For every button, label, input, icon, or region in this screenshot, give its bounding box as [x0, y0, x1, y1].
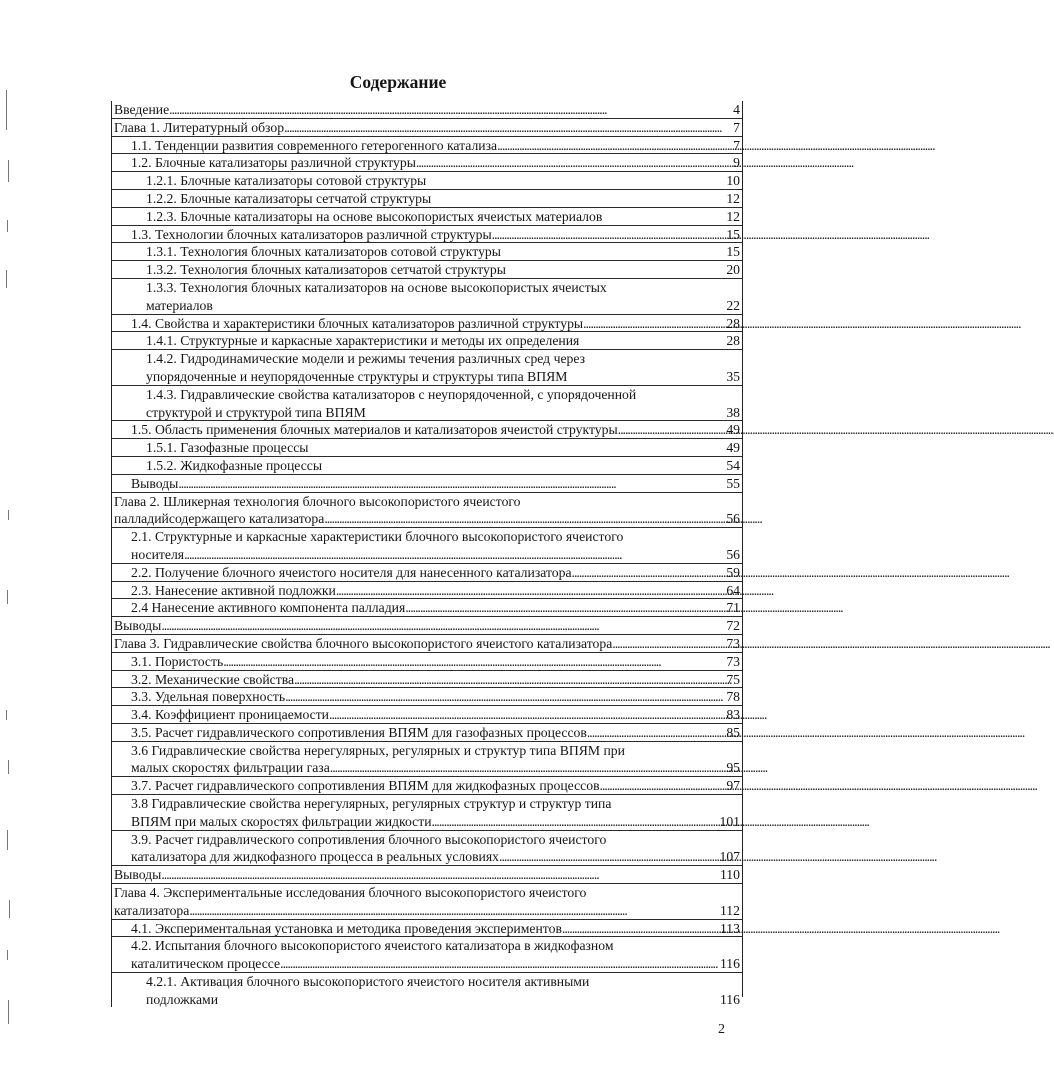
table-of-contents: [111, 101, 743, 1007]
toc-entry-page: 28: [726, 315, 740, 331]
toc-entry: [111, 742, 743, 778]
toc-entry-title: Глава 1. Литературный обзор: [114, 119, 285, 135]
toc-entry-page: 110: [719, 867, 740, 883]
toc-entry-title: 4.1. Экспериментальная установка и методика проведения экспериментов: [131, 920, 562, 936]
toc-leader-dots: [405, 599, 726, 617]
toc-entry: [111, 599, 743, 617]
toc-entry-page: 55: [726, 475, 740, 491]
toc-entry-page: 12: [726, 208, 740, 224]
toc-entry-title: Введение: [114, 102, 170, 117]
toc-entry: [111, 528, 743, 564]
toc-entry-title: 3.9. Расчет гидравлического сопротивления блочного высокопористого ячеистого: [131, 831, 607, 847]
toc-entry-page: 85: [726, 724, 740, 740]
toc-leader-dots: [189, 902, 720, 920]
toc-entry: [111, 208, 743, 226]
toc-entry-title: 1.4.3. Гидравлические свойства катализаторов с неупорядоченной, с упорядоченной: [146, 386, 637, 402]
toc-entry-page: 113: [719, 920, 740, 936]
toc-entry-page: 49: [726, 422, 740, 438]
toc-entry-title: Глава 2. Шликерная технология блочного высокопористого ячеистого: [114, 493, 521, 509]
toc-entry-page: 56: [726, 511, 740, 527]
toc-entry-page: 107: [719, 849, 740, 865]
toc-leader-dots: [432, 813, 720, 831]
toc-entry-page: 15: [726, 244, 740, 260]
toc-entry-title-continued: структурой и структурой типа ВПЯМ: [146, 404, 366, 420]
page-title: Содержание: [349, 72, 447, 92]
toc-entry-title: 1.2.3. Блочные катализаторы на основе высокопористых ячеистых материалов: [146, 208, 603, 224]
toc-entry: [111, 795, 743, 831]
toc-entry-page: 49: [726, 440, 740, 456]
toc-entry-title: 1.3.2. Технология блочных катализаторов сетчатой структуры: [146, 262, 506, 278]
toc-entry-page: 28: [726, 333, 740, 349]
toc-entry: [111, 439, 743, 457]
toc-entry-title: 1.4.1. Структурные и каркасные характеристики и методы их определения: [146, 333, 580, 349]
toc-entry-title: 1.3.1. Технология блочных катализаторов сотовой структуры: [146, 244, 501, 260]
toc-entry: [111, 315, 743, 333]
toc-entry: [111, 582, 743, 600]
toc-entry: [111, 154, 743, 172]
toc-entry: [111, 937, 743, 973]
toc-leader-dots: [284, 119, 733, 137]
toc-entry-title: 4.2.1. Активация блочного высокопористого ячеистого носителя активными: [146, 974, 590, 990]
toc-entry-title: 1.3. Технологии блочных катализаторов различной структуры: [131, 226, 492, 242]
toc-entry: [111, 653, 743, 671]
toc-entry: [111, 831, 743, 867]
toc-entry-title: 3.1. Пористость: [131, 653, 224, 669]
toc-entry: [111, 920, 743, 938]
toc-entry-title: 1.3.3. Технология блочных катализаторов на основе высокопористых ячеистых: [146, 279, 607, 295]
toc-leader-dots: [600, 777, 727, 795]
toc-leader-dots: [294, 671, 726, 689]
toc-entry-page: 38: [726, 404, 740, 420]
toc-leader-dots: [499, 848, 719, 866]
toc-leader-dots: [178, 475, 726, 493]
toc-entry: [111, 243, 743, 261]
toc-entry: [111, 493, 743, 529]
toc-entry-page: 71: [726, 600, 740, 616]
toc-entry-title-continued: каталитическом процессе: [131, 956, 281, 972]
toc-entry: [111, 706, 743, 724]
toc-entry: [111, 475, 743, 493]
toc-entry-page: 10: [726, 173, 740, 189]
toc-leader-dots: [572, 564, 727, 582]
toc-entry: [111, 279, 743, 315]
toc-entry-page: 56: [726, 546, 740, 562]
toc-leader-dots: [285, 688, 726, 706]
toc-leader-dots: [416, 154, 733, 172]
toc-entry-page: 83: [726, 707, 740, 723]
toc-entry-title: 4.2. Испытания блочного высокопористого ячеистого катализатора в жидкофазном: [131, 938, 614, 954]
toc-entry-title: 3.2. Механические свойства: [131, 671, 295, 687]
toc-entry-page: 54: [726, 457, 740, 473]
toc-entry-title-continued: палладийсодержащего катализатора: [114, 511, 325, 527]
toc-entry-title: 1.2.2. Блочные катализаторы сетчатой структуры: [146, 190, 432, 206]
toc-entry-title-continued: ВПЯМ при малых скоростях фильтрации жидкости: [131, 813, 432, 829]
scan-edge-marks: [4, 70, 20, 1040]
toc-leader-dots: [336, 582, 726, 600]
toc-entry-title: 2.4 Нанесение активного компонента палладия: [131, 600, 406, 616]
toc-entry: [111, 226, 743, 244]
toc-entry-page: 73: [726, 635, 740, 651]
toc-entry: [111, 973, 743, 1009]
toc-entry-page: 72: [726, 618, 740, 634]
toc-entry-title: Выводы: [114, 867, 162, 883]
toc-entry-title: 1.4. Свойства и характеристики блочных катализаторов различной структуры: [131, 315, 584, 331]
toc-entry-page: 22: [726, 297, 740, 313]
toc-entry: [111, 866, 743, 884]
toc-entry: [111, 564, 743, 582]
toc-entry-title: 1.1. Тенденции развития современного гетерогенного катализа: [131, 137, 498, 153]
toc-entry-page: 78: [726, 689, 740, 705]
toc-leader-dots: [330, 759, 727, 777]
page-number: 2: [718, 1022, 725, 1037]
toc-entry-title: 3.5. Расчет гидравлического сопротивления ВПЯМ для газофазных процессов: [131, 724, 587, 740]
toc-entry: [111, 332, 743, 350]
toc-entry-page: 112: [719, 902, 740, 918]
toc-entry-page: 35: [726, 368, 740, 384]
toc-entry: [111, 137, 743, 155]
toc-entry-title: 1.5.1. Газофазные процессы: [146, 440, 309, 456]
toc-entry-title: 3.7. Расчет гидравлического сопротивления ВПЯМ для жидкофазных процессов: [131, 778, 600, 794]
toc-entry: [111, 884, 743, 920]
toc-entry-page: 7: [733, 137, 740, 153]
toc-entry-page: 75: [726, 671, 740, 687]
toc-entry: [111, 350, 743, 386]
toc-leader-dots: [497, 137, 733, 155]
toc-entry-page: 95: [726, 760, 740, 776]
toc-entry-page: 64: [726, 582, 740, 598]
toc-entry-title: 3.6 Гидравлические свойства нерегулярных, регулярных и структур типа ВПЯМ при: [131, 742, 625, 758]
toc-leader-dots: [583, 315, 726, 333]
toc-entry-title: 2.2. Получение блочного ячеистого носителя для нанесенного катализатора: [131, 564, 572, 580]
toc-entry-page: 4: [733, 102, 740, 117]
toc-entry: [111, 386, 743, 422]
toc-entry-page: 12: [726, 190, 740, 206]
toc-entry-title: Глава 3. Гидравлические свойства блочного высокопористого ячеистого катализатора: [114, 635, 613, 651]
toc-entry-title: 1.4.2. Гидродинамические модели и режимы течения различных сред через: [146, 351, 586, 367]
toc-entry-page: 116: [719, 991, 740, 1007]
toc-leader-dots: [169, 101, 733, 119]
toc-entry: [111, 457, 743, 475]
toc-leader-dots: [612, 635, 726, 653]
toc-entry: [111, 421, 743, 439]
toc-entry-title: 2.3. Нанесение активной подложки: [131, 582, 336, 598]
toc-entry-title-continued: материалов: [146, 297, 213, 313]
toc-entry-page: 116: [719, 956, 740, 972]
toc-leader-dots: [223, 653, 726, 671]
toc-leader-dots: [184, 546, 726, 564]
toc-entry-page: 20: [726, 262, 740, 278]
toc-entry-title: 3.8 Гидравлические свойства нерегулярных, регулярных структур и структур типа: [131, 796, 612, 812]
toc-leader-dots: [324, 510, 726, 528]
toc-entry: [111, 119, 743, 137]
toc-entry: [111, 190, 743, 208]
toc-entry: [111, 635, 743, 653]
toc-leader-dots: [587, 724, 726, 742]
toc-leader-dots: [161, 617, 726, 635]
toc-entry: [111, 617, 743, 635]
toc-entry: [111, 671, 743, 689]
toc-leader-dots: [280, 955, 720, 973]
toc-entry: [111, 777, 743, 795]
toc-entry: [111, 688, 743, 706]
toc-entry-title: Глава 4. Экспериментальные исследования блочного высокопористого ячеистого: [114, 885, 587, 901]
toc-leader-dots: [161, 866, 720, 884]
toc-entry-title: 1.2. Блочные катализаторы различной структуры: [131, 155, 416, 171]
toc-leader-dots: [492, 226, 727, 244]
toc-entry-page: 15: [726, 226, 740, 242]
toc-entry-page: 73: [726, 653, 740, 669]
toc-entry-title: Выводы: [131, 475, 179, 491]
toc-entry-title: 2.1. Структурные и каркасные характеристики блочного высокопористого ячеистого: [131, 529, 624, 545]
toc-entry: [111, 261, 743, 279]
toc-entry-page: 59: [726, 564, 740, 580]
toc-entry-title: 1.5.2. Жидкофазные процессы: [146, 457, 323, 473]
toc-entry-title: 1.5. Область применения блочных материалов и катализаторов ячеистой структуры: [131, 422, 618, 438]
toc-entry-title: Выводы: [114, 618, 162, 634]
toc-entry-title-continued: катализатора для жидкофазного процесса в реальных условиях: [131, 849, 500, 865]
toc-entry-title: 1.2.1. Блочные катализаторы сотовой структуры: [146, 173, 427, 189]
toc-entry: [111, 724, 743, 742]
toc-entry-page: 101: [719, 813, 740, 829]
toc-leader-dots: [329, 706, 726, 724]
toc-entry-page: 9: [733, 155, 740, 171]
toc-entry-page: 7: [733, 119, 740, 135]
toc-entry-page: 97: [726, 778, 740, 794]
toc-entry: [111, 172, 743, 190]
toc-entry-title-continued: подложками: [146, 991, 219, 1007]
toc-leader-dots: [618, 421, 727, 439]
toc-leader-dots: [562, 920, 720, 938]
toc-entry-title-continued: упорядоченные и неупорядоченные структуры и структуры типа ВПЯМ: [146, 368, 568, 384]
toc-entry-title-continued: малых скоростях фильтрации газа: [131, 760, 330, 776]
toc-entry: [111, 101, 743, 119]
toc-entry-title-continued: катализатора: [114, 902, 190, 918]
toc-entry-title: 3.4. Коэффициент проницаемости: [131, 707, 330, 723]
toc-entry-title: 3.3. Удельная поверхность: [131, 689, 286, 705]
toc-entry-title-continued: носителя: [131, 546, 185, 562]
